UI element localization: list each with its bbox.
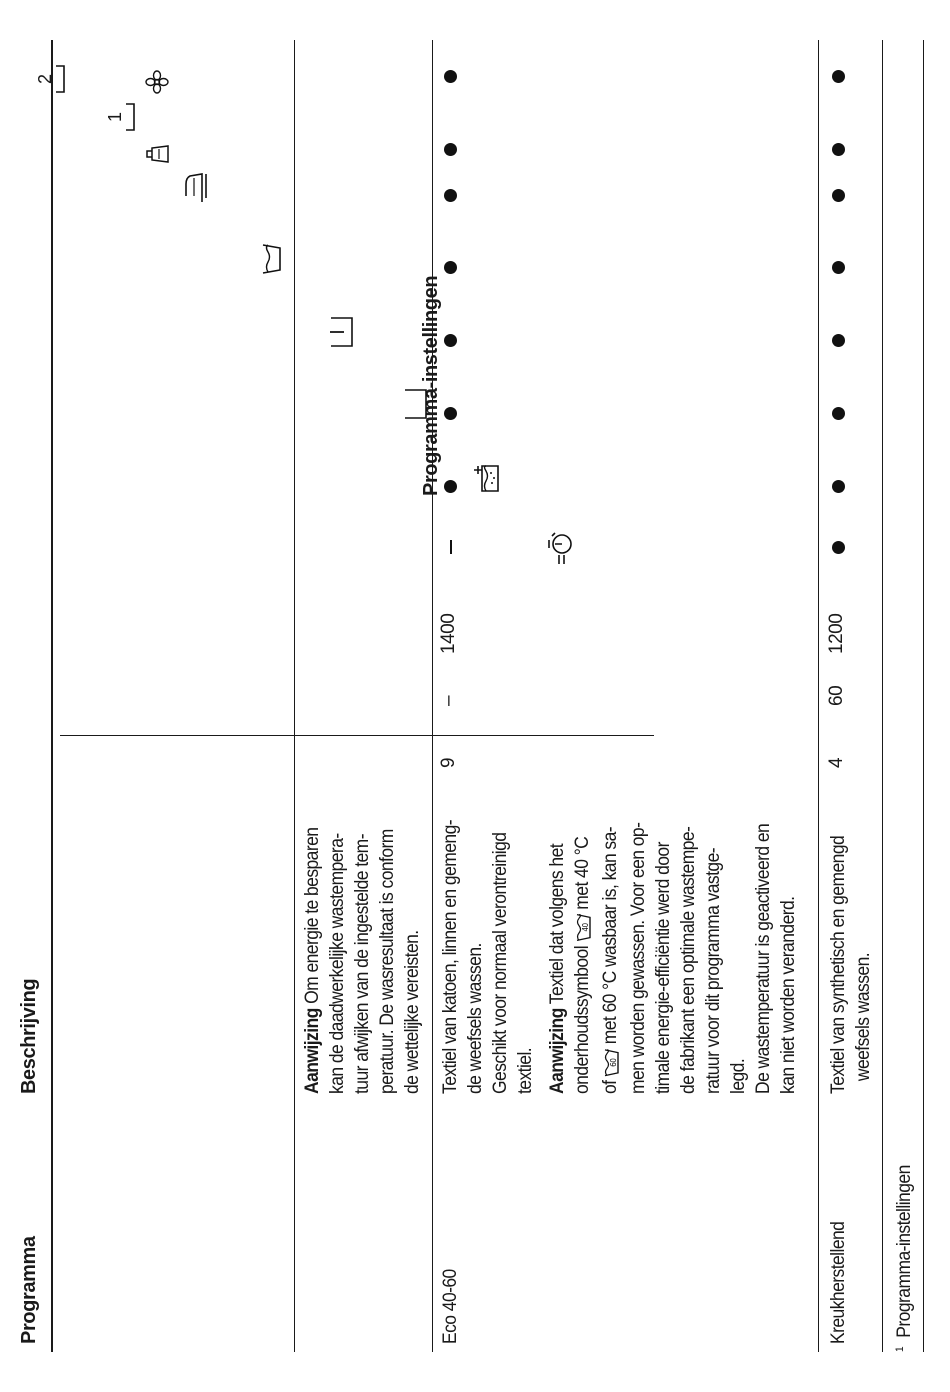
kreuk-desc-line: weefsels wassen.	[853, 952, 874, 1082]
eco-note-line: of 60 met 60 °C wasbaar is, kan sa-	[598, 689, 626, 1094]
rinse-hold-icon	[326, 314, 356, 348]
header-program: Programma	[18, 1236, 40, 1344]
eco-note-line: de fabrikant een optimale wastempe-	[678, 826, 699, 1094]
kreuk-setting-dot	[832, 261, 845, 274]
eco-setting-dot	[444, 480, 457, 493]
row-eco-temp: –	[438, 695, 459, 706]
kreuk-desc-line: Textiel van synthetisch en gemengd	[828, 835, 849, 1094]
row-eco-spin: 1400	[438, 613, 459, 654]
eco-desc-line: de weefsels wassen.	[465, 943, 486, 1094]
eco-desc-line: textiel.	[515, 1047, 536, 1094]
intro-note	[300, 689, 425, 1094]
eco-note-line: kan niet worden veranderd.	[778, 896, 799, 1094]
option-1-number: 1	[105, 111, 125, 122]
row-eco-program: Eco 40-60	[440, 1269, 461, 1344]
row-rule-kreuk	[818, 40, 819, 1352]
top-rule	[51, 40, 53, 1352]
eco-note-line: Aanwijzing Textiel dat volgens het	[547, 843, 568, 1094]
kreuk-setting-dot	[832, 189, 845, 202]
detergent-bottle-icon	[144, 140, 170, 166]
eco-note-line: timale energie-efficiëntie werd door	[653, 842, 674, 1094]
extra-rinse-icon	[472, 460, 502, 494]
wash-40-label: 40	[580, 923, 591, 932]
eco-note-line: ratuur voor dit programma vastge-	[703, 847, 724, 1094]
eco-note-line: men worden gewassen. Voor een op-	[628, 822, 649, 1094]
intro-note-line: peratuur. De wasresultaat is conform	[377, 829, 398, 1094]
intro-note-line: tuur afwijken van de ingestelde tem-	[352, 834, 373, 1094]
eco-setting-dot	[444, 407, 457, 420]
kreuk-setting-dot	[832, 143, 845, 156]
eco-desc-line: Geschikt voor normaal verontreinigd	[490, 832, 511, 1094]
fan-flower-icon	[144, 69, 170, 95]
row-kreuk-description	[826, 689, 876, 1094]
row-kreuk-temp: 60	[826, 685, 847, 706]
eco-setting-dot	[444, 70, 457, 83]
easy-iron-icon	[180, 170, 210, 204]
kreuk-setting-dot	[832, 480, 845, 493]
header-settings: Programma-instellingen	[420, 275, 442, 496]
header-rule	[294, 40, 295, 1352]
intro-note-line: kan de daadwerkelijke wastempera-	[327, 833, 348, 1094]
eco-note-line: onderhoudssymbool 40 met 40 °C	[570, 689, 598, 1094]
row-rule-eco	[432, 40, 433, 1352]
row-kreuk-spin: 1200	[826, 613, 847, 654]
option-2-icon	[36, 61, 70, 95]
option-1-icon	[106, 99, 140, 133]
kreuk-setting-dot	[832, 407, 845, 420]
kreuk-setting-dot	[832, 334, 845, 347]
speed-timer-icon	[546, 526, 576, 566]
footnote	[888, 1165, 917, 1352]
eco-setting-dot	[444, 143, 457, 156]
row-eco-load: 9	[438, 757, 459, 768]
footnote-number: 1	[894, 1346, 906, 1352]
bottom-rule	[923, 40, 924, 1352]
kreuk-setting-dot	[832, 541, 845, 554]
wash-60-label: 60	[608, 1058, 619, 1067]
tub-icon	[400, 386, 430, 420]
kreuk-setting-dot	[832, 70, 845, 83]
wash-40-symbol-icon	[573, 914, 598, 942]
row-eco-description	[438, 689, 801, 1094]
footnote-text: Programma-instellingen	[894, 1165, 915, 1338]
eco-note-line: legd.	[728, 1058, 749, 1094]
eco-setting-speed-dash	[450, 540, 452, 554]
option-2-number: 2	[35, 73, 55, 84]
eco-desc-line: Textiel van katoen, linnen en gemeng-	[440, 819, 461, 1094]
eco-setting-dot	[444, 261, 457, 274]
footnote-rule	[882, 40, 883, 1352]
header-description: Beschrijving	[18, 978, 40, 1094]
row-kreuk-load: 4	[826, 757, 847, 768]
eco-setting-dot	[444, 189, 457, 202]
row-kreuk-program: Kreukherstellend	[828, 1221, 849, 1344]
prewash-icon	[254, 241, 284, 275]
wash-60-symbol-icon	[601, 1049, 626, 1077]
intro-note-first-line: Aanwijzing Om energie te besparen	[302, 827, 323, 1094]
intro-note-line: de wettelijke vereisten.	[402, 930, 423, 1094]
eco-note-line: De wastemperatuur is geactiveerd en	[753, 823, 774, 1094]
eco-setting-dot	[444, 334, 457, 347]
